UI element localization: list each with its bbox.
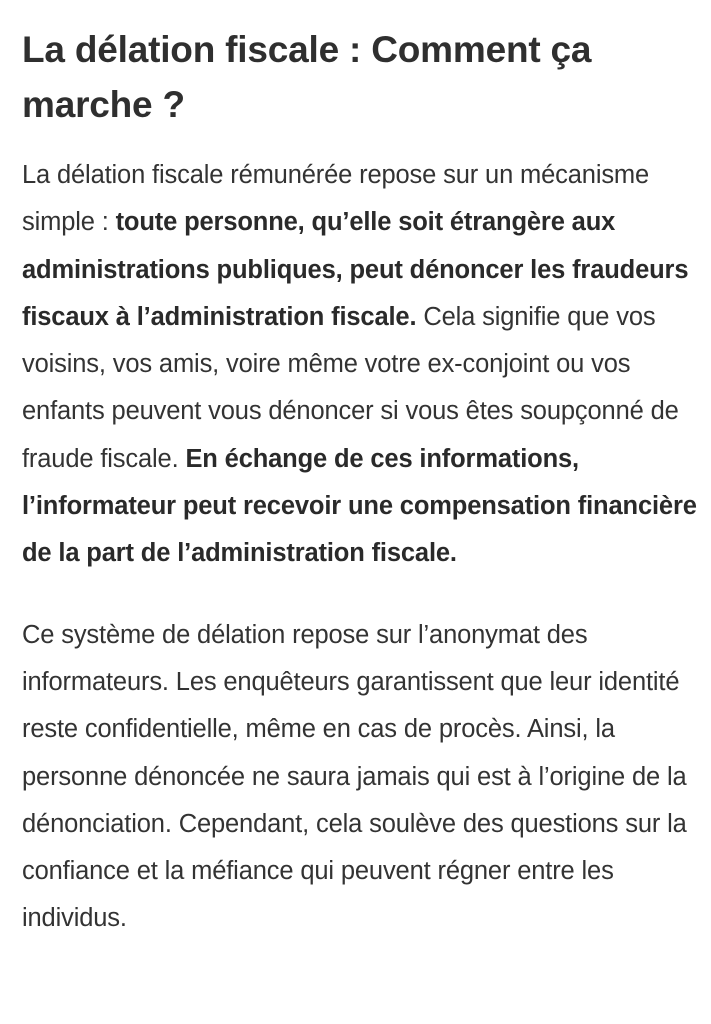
article-paragraph-2: Ce système de délation repose sur l’anonymat des informateurs. Les enquêteurs garantissent que leur identité reste confidentielle, même en cas de procès. Ainsi, la personne dénoncée ne saura jamais qui est à l’origine de la dénonciation. Cependant, cela soulève des questions sur la confiance et la méfiance qui peuvent régner entre les individus. [22, 620, 687, 933]
paragraph-1-bold-b: En échange de ces informations, l’informateur peut recevoir une compensation financière de la part de l’administration fiscale. [22, 444, 697, 568]
article-title: La délation fiscale : Comment ça marche ? [22, 29, 592, 125]
paragraph-1-bold-a: toute personne, qu’elle soit étrangère aux administrations publiques, peut dénoncer les fraudeurs fiscaux à l’administration fiscale. [22, 208, 689, 331]
article-paragraph-1 [22, 152, 697, 578]
paragraph-1-text-a: La délation fiscale rémunérée repose sur un mécanisme simple : [22, 161, 650, 237]
paragraph-1-text-b: Cela signifie que vos voisins, vos amis, voire même votre ex-conjoint ou vos enfants peuvent vous dénoncer si vous êtes soupçonné de fraude fiscale. [22, 302, 679, 473]
